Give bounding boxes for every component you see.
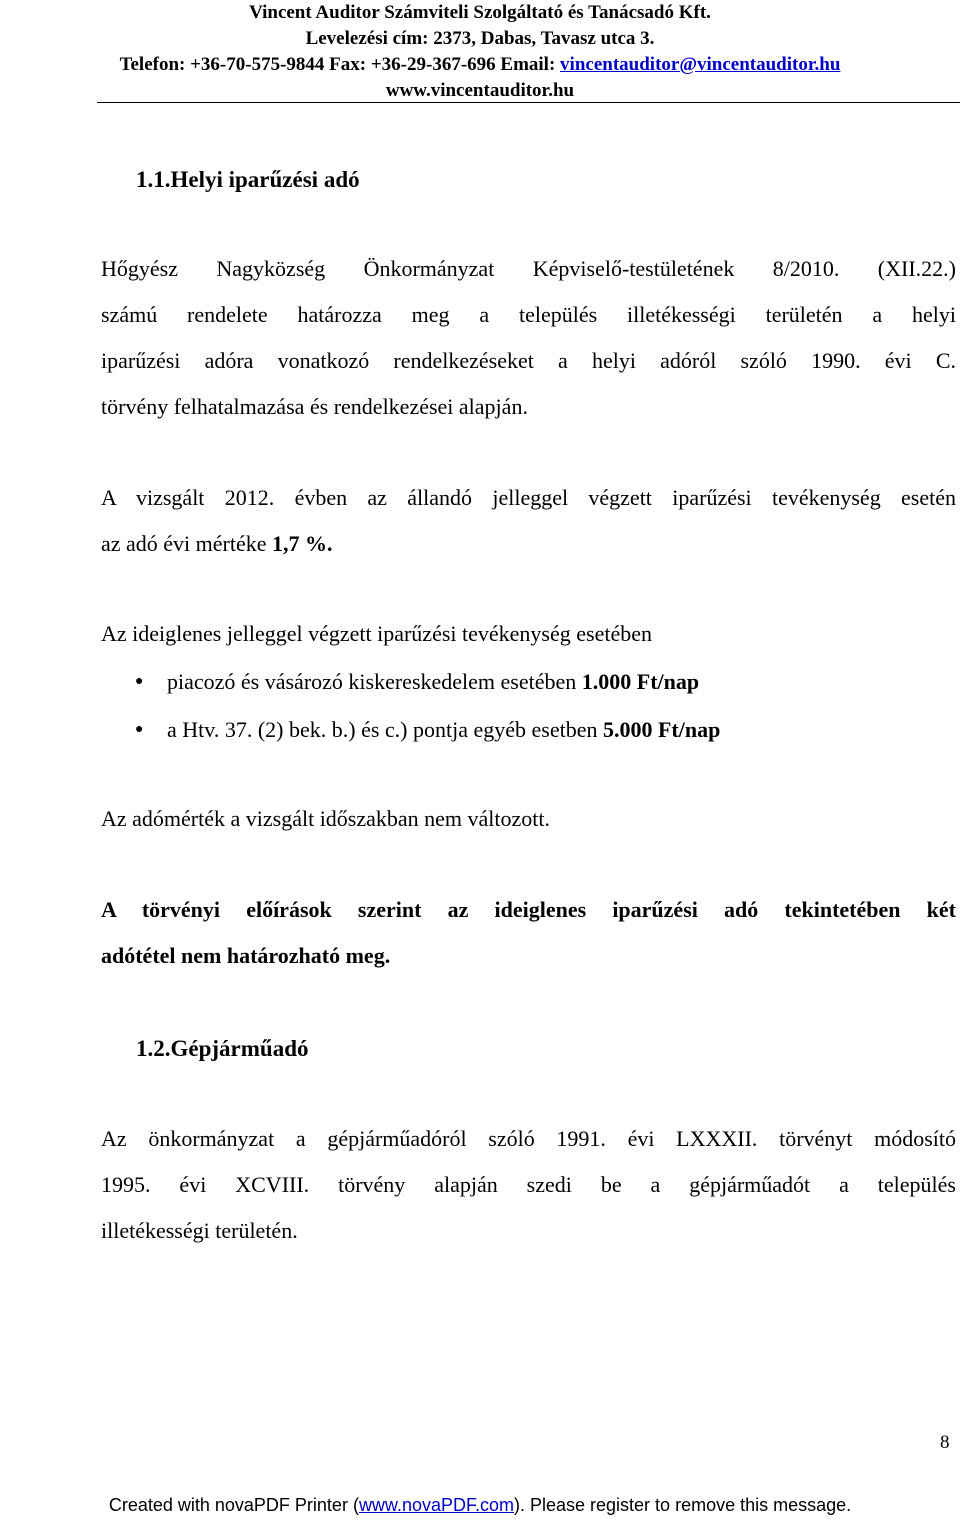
bullet-1-text: piacozó és vásározó kiskereskedelem esetében	[167, 669, 582, 694]
footer-prefix: Created with novaPDF Printer (	[108, 1495, 359, 1515]
bullet-icon: ●	[135, 722, 144, 737]
para6-line1: Az önkormányzat a gépjárműadóról szóló 1991. évi LXXXII. törvényt módosító	[101, 1126, 956, 1151]
bullet-2-amount: 5.000 Ft/nap	[602, 717, 721, 742]
para2-line1: A vizsgált 2012. évben az állandó jelleggel végzett iparűzési tevékenység esetén	[101, 485, 956, 510]
company-name: Vincent Auditor Számviteli Szolgáltató és Tanácsadó Kft.	[249, 2, 711, 23]
postal-address: Levelezési cím: 2373, Dabas, Tavasz utca 3.	[305, 28, 655, 49]
bullet-2-text: a Htv. 37. (2) bek. b.) és c.) pontja egyéb esetben	[167, 717, 603, 742]
para5-line2: adótétel nem határozható meg.	[101, 943, 391, 968]
contact-line	[0, 52, 960, 78]
bullet-icon: ●	[135, 674, 144, 689]
para5-line1: A törvényi előírások szerint az ideiglenes iparűzési adó tekintetében két	[101, 897, 956, 922]
para4: Az adómérték a vizsgált időszakban nem változott.	[101, 806, 551, 831]
bullet-item-2	[167, 717, 720, 743]
page-number: 8	[940, 1432, 950, 1453]
para2-line2	[101, 531, 333, 557]
contact-phone-fax: Telefon: +36-70-575-9844 Fax: +36-29-367-696 Email:	[119, 54, 561, 75]
website: www.vincentauditor.hu	[385, 80, 575, 101]
footer-suffix: ). Please register to remove this message.	[514, 1495, 852, 1515]
para6-line3: illetékességi területén.	[101, 1218, 298, 1243]
pdf-footer	[0, 1493, 960, 1517]
para1-line3: iparűzési adóra vonatkozó rendelkezéseket a helyi adóról szóló 1990. évi C.	[101, 348, 956, 373]
tax-rate: 1,7 %.	[272, 531, 333, 556]
para2-text: az adó évi mértéke	[101, 531, 273, 556]
section-heading-1-2: 1.2.Gépjárműadó	[136, 1036, 309, 1061]
bullet-item-1	[167, 669, 699, 695]
para6-line2: 1995. évi XCVIII. törvény alapján szedi be a gépjárműadót a település	[101, 1172, 956, 1197]
para3-intro: Az ideiglenes jelleggel végzett iparűzési tevékenység esetében	[101, 621, 652, 646]
novapdf-link[interactable]: www.novaPDF.com	[358, 1495, 514, 1515]
para1-line1: Hőgyész Nagyközség Önkormányzat Képviselő-testületének 8/2010. (XII.22.)	[101, 256, 956, 281]
section-heading-1-1: 1.1.Helyi iparűzési adó	[136, 167, 360, 192]
header-divider	[97, 102, 960, 103]
bullet-1-amount: 1.000 Ft/nap	[581, 669, 700, 694]
email-link[interactable]: vincentauditor@vincentauditor.hu	[560, 54, 841, 75]
para1-line2: számú rendelete határozza meg a település illetékességi területén a helyi	[101, 302, 956, 327]
para1-line4: törvény felhatalmazása és rendelkezései alapján.	[101, 394, 528, 419]
